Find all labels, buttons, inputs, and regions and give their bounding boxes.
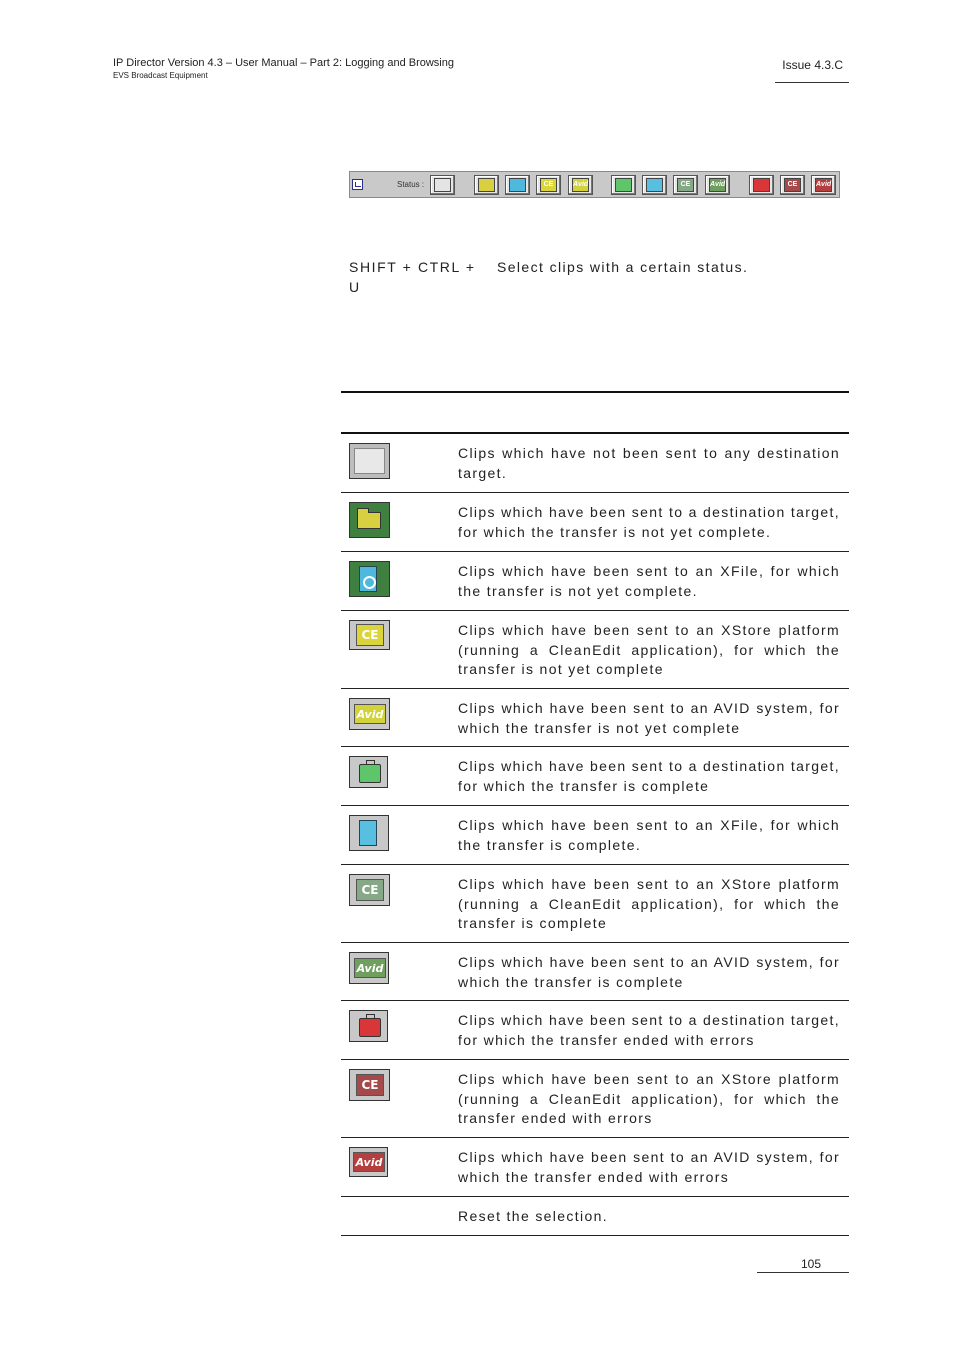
row-description: Clips which have not been sent to any destination target. xyxy=(458,445,840,481)
shortcut-description: Select clips with a certain status. xyxy=(497,259,749,275)
status-label: Status : xyxy=(397,180,425,189)
folder-pending-icon xyxy=(349,502,390,538)
document-title: IP Director Version 4.3 – User Manual – Part 2: Logging and Browsing xyxy=(113,57,454,69)
xfile-pending-icon xyxy=(349,561,390,597)
table-row xyxy=(341,552,849,611)
destination-complete-icon xyxy=(349,756,388,788)
cleanedit-pending-icon: CE xyxy=(540,178,557,192)
xfile-pending-icon xyxy=(509,178,526,192)
status-table xyxy=(341,432,849,1236)
avid-pending-icon: Avid xyxy=(572,178,589,192)
status-cleanedit-complete-button[interactable] xyxy=(673,175,698,195)
row-description: Clips which have been sent to an AVID system, for which the transfer ended with errors xyxy=(458,1149,840,1185)
avid-complete-icon: Avid xyxy=(349,952,389,984)
table-row xyxy=(341,943,849,1001)
table-row xyxy=(341,689,849,747)
folder-pending-icon xyxy=(478,178,495,192)
table-row xyxy=(341,493,849,552)
table-row xyxy=(341,865,849,943)
avid-error-icon: Avid xyxy=(349,1147,388,1177)
avid-pending-icon: Avid xyxy=(349,698,390,730)
table-row xyxy=(341,1001,849,1060)
page-number: 105 xyxy=(800,1257,822,1271)
page-footer xyxy=(757,1257,849,1273)
row-description: Reset the selection. xyxy=(458,1208,608,1224)
table-top-rule xyxy=(341,391,849,393)
destination-error-icon xyxy=(349,1010,388,1042)
cleanedit-pending-icon: CE xyxy=(349,620,390,650)
status-xfile-pending-button[interactable] xyxy=(505,175,530,195)
status-cleanedit-pending-button[interactable] xyxy=(536,175,561,195)
page-header xyxy=(113,56,454,82)
status-toolbar xyxy=(349,171,840,198)
status-destination-complete-button[interactable] xyxy=(611,175,636,195)
avid-error-icon: Avid xyxy=(815,178,832,192)
status-avid-complete-button[interactable] xyxy=(705,175,730,195)
table-row xyxy=(341,1138,849,1197)
destination-error-icon xyxy=(753,178,770,192)
issue-label: Issue 4.3.C xyxy=(782,58,843,72)
status-destination-error-button[interactable] xyxy=(749,175,774,195)
status-cleanedit-error-button[interactable] xyxy=(780,175,805,195)
status-xfile-complete-button[interactable] xyxy=(642,175,667,195)
table-row xyxy=(341,611,849,689)
table-row xyxy=(341,1197,849,1236)
status-not-sent-button[interactable] xyxy=(430,175,455,195)
issue-block xyxy=(775,58,849,83)
row-description: Clips which have been sent to an XFile, for which the transfer is not yet complete. xyxy=(458,563,840,599)
table-row xyxy=(341,434,849,493)
table-row xyxy=(341,1060,849,1138)
row-description: Clips which have been sent to an XStore platform (running a CleanEdit application), for which the transfer is not yet complete xyxy=(458,622,840,677)
company-name: EVS Broadcast Equipment xyxy=(113,71,208,80)
shortcut-keys: SHIFT + CTRL + U xyxy=(349,259,476,295)
cleanedit-error-icon: CE xyxy=(349,1069,390,1101)
not-sent-icon xyxy=(434,178,451,192)
cleanedit-complete-icon: CE xyxy=(349,874,390,906)
status-folder-pending-button[interactable] xyxy=(474,175,499,195)
row-description: Clips which have been sent to a destination target, for which the transfer is complete xyxy=(458,758,840,794)
status-avid-pending-button[interactable] xyxy=(568,175,593,195)
row-description: Clips which have been sent to an XFile, for which the transfer is complete. xyxy=(458,817,840,853)
avid-complete-icon: Avid xyxy=(709,178,726,192)
table-row xyxy=(341,747,849,806)
row-description: Clips which have been sent to a destination target, for which the transfer ended with errors xyxy=(458,1012,840,1048)
cleanedit-error-icon: CE xyxy=(784,178,801,192)
not-sent-icon xyxy=(349,443,390,479)
cleanedit-complete-icon: CE xyxy=(677,178,694,192)
row-description: Clips which have been sent to an AVID system, for which the transfer is complete xyxy=(458,954,840,990)
xfile-complete-icon xyxy=(349,815,389,851)
xfile-complete-icon xyxy=(646,178,663,192)
status-avid-error-button[interactable] xyxy=(811,175,836,195)
destination-complete-icon xyxy=(615,178,632,192)
status-filter-icon[interactable] xyxy=(352,179,363,190)
row-description: Clips which have been sent to an XStore platform (running a CleanEdit application), for which the transfer ended with errors xyxy=(458,1071,840,1126)
table-row xyxy=(341,806,849,865)
row-description: Clips which have been sent to an AVID system, for which the transfer is not yet complete xyxy=(458,700,840,736)
row-description: Clips which have been sent to a destination target, for which the transfer is not yet complete. xyxy=(458,504,840,540)
row-description: Clips which have been sent to an XStore platform (running a CleanEdit application), for which the transfer is complete xyxy=(458,876,840,931)
